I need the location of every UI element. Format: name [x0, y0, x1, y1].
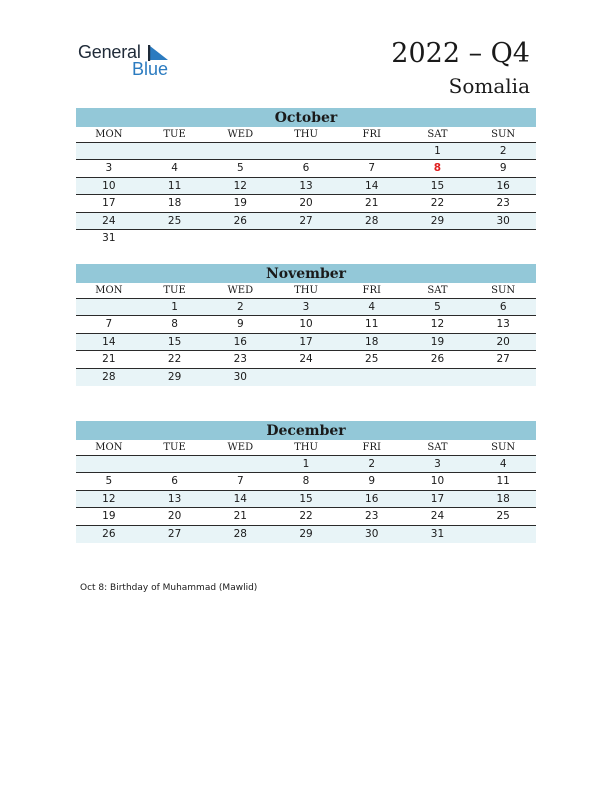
week-row	[76, 160, 536, 177]
month-title: December	[76, 421, 536, 440]
day-cell	[339, 369, 405, 386]
day-cell: 1	[434, 145, 441, 157]
day-cell: 31	[102, 231, 116, 244]
weekday-label: SUN	[491, 285, 516, 296]
week-row	[76, 143, 536, 160]
day-cell: 26	[233, 214, 247, 227]
day-cell: 27	[299, 214, 313, 227]
week-row	[76, 508, 536, 525]
week-row	[76, 230, 536, 247]
day-cell: 3	[302, 301, 310, 313]
day-cell: 19	[233, 197, 247, 210]
day-cell: 11	[167, 179, 182, 192]
logo-blue-text: Blue	[132, 59, 169, 79]
weekday-label: MON	[95, 129, 123, 140]
day-cell: 3	[105, 162, 113, 175]
day-cell	[405, 369, 471, 386]
day-cell: 20	[299, 197, 313, 210]
day-cell: 13	[167, 492, 182, 505]
week-row	[76, 178, 536, 195]
day-cell: 24	[430, 510, 445, 523]
day-cell: 4	[368, 301, 376, 313]
day-cell	[339, 143, 405, 159]
weekday-label: FRI	[362, 442, 381, 453]
day-cell: 11	[496, 475, 510, 488]
day-cell	[207, 230, 273, 247]
day-cell: 6	[302, 162, 310, 175]
month-title: October	[76, 108, 536, 127]
weekday-label: SAT	[427, 285, 448, 296]
day-cell	[76, 143, 142, 159]
holiday-day-cell: 8	[433, 162, 442, 175]
day-cell: 30	[233, 370, 247, 383]
day-cell: 19	[430, 335, 445, 348]
day-cell: 10	[430, 475, 445, 488]
weekday-label: THU	[294, 285, 318, 296]
day-cell: 12	[102, 492, 116, 505]
day-cell: 31	[430, 527, 445, 540]
weekday-label: TUE	[163, 129, 186, 140]
page-title: 2022 – Q4	[391, 38, 530, 69]
day-cell: 14	[102, 335, 116, 348]
day-cell: 16	[496, 179, 510, 192]
day-cell: 7	[236, 475, 244, 488]
week-row	[76, 351, 536, 368]
weekday-label: FRI	[362, 129, 381, 140]
day-cell: 9	[236, 318, 244, 331]
day-cell	[339, 230, 405, 247]
week-row	[76, 195, 536, 212]
weekday-header-row	[76, 440, 536, 456]
weekday-label: THU	[294, 442, 318, 453]
day-cell: 23	[233, 353, 247, 366]
day-cell: 8	[171, 318, 178, 331]
day-cell: 14	[233, 492, 247, 505]
day-cell: 19	[102, 510, 116, 523]
day-cell: 7	[368, 162, 376, 175]
day-cell	[470, 230, 536, 247]
day-cell: 3	[434, 458, 441, 470]
day-cell	[273, 230, 339, 247]
day-cell: 8	[302, 475, 310, 488]
day-cell: 15	[299, 492, 313, 505]
month-title: November	[76, 264, 536, 283]
day-cell: 17	[430, 492, 445, 505]
day-cell: 1	[302, 458, 310, 470]
weekday-label: TUE	[163, 285, 186, 296]
day-cell	[207, 456, 273, 472]
day-cell: 10	[299, 318, 313, 331]
logo-general-text: General	[78, 42, 141, 62]
day-cell: 27	[167, 527, 182, 540]
day-cell: 18	[496, 492, 510, 505]
day-cell: 17	[102, 197, 116, 210]
weekday-label: SUN	[491, 442, 516, 453]
day-cell: 11	[365, 318, 379, 331]
week-row	[76, 473, 536, 490]
day-cell: 5	[105, 475, 113, 488]
day-cell: 2	[499, 145, 507, 157]
day-cell: 21	[102, 353, 116, 366]
weekday-label: MON	[95, 285, 123, 296]
day-cell: 23	[496, 197, 510, 210]
day-cell: 28	[233, 527, 247, 540]
day-cell: 21	[365, 197, 379, 210]
weekday-label: SAT	[427, 442, 448, 453]
day-cell: 14	[365, 179, 379, 192]
day-cell	[76, 299, 142, 315]
day-cell: 29	[430, 214, 445, 227]
day-cell: 5	[236, 162, 244, 175]
logo	[78, 42, 178, 82]
day-cell: 18	[167, 197, 182, 210]
day-cell: 4	[499, 458, 507, 470]
day-cell: 25	[167, 214, 182, 227]
day-cell: 29	[299, 527, 313, 540]
day-cell: 28	[365, 214, 379, 227]
day-cell: 24	[102, 214, 116, 227]
day-cell	[405, 230, 471, 247]
day-cell: 25	[496, 510, 510, 523]
weekday-label: THU	[294, 129, 318, 140]
day-cell: 26	[102, 527, 116, 540]
day-cell: 30	[496, 214, 510, 227]
weekday-label: SAT	[427, 129, 448, 140]
month-october	[76, 108, 536, 247]
week-row	[76, 316, 536, 333]
week-row	[76, 213, 536, 230]
day-cell: 9	[368, 475, 376, 488]
week-row	[76, 334, 536, 351]
day-cell	[273, 143, 339, 159]
weekday-header-row	[76, 283, 536, 299]
day-cell: 16	[233, 335, 247, 348]
day-cell: 18	[365, 335, 379, 348]
day-cell: 20	[496, 335, 510, 348]
weekday-label: WED	[227, 442, 254, 453]
day-cell: 23	[365, 510, 379, 523]
day-cell: 30	[365, 527, 379, 540]
day-cell	[470, 526, 536, 543]
day-cell: 12	[233, 179, 247, 192]
day-cell: 21	[233, 510, 247, 523]
day-cell: 10	[102, 179, 116, 192]
weekday-label: WED	[227, 129, 254, 140]
day-cell	[76, 456, 142, 472]
day-cell: 2	[236, 301, 244, 313]
weekday-header-row	[76, 127, 536, 143]
weekday-label: TUE	[163, 442, 186, 453]
weekday-label: WED	[227, 285, 254, 296]
day-cell: 17	[299, 335, 313, 348]
day-cell: 1	[171, 301, 178, 313]
day-cell: 12	[430, 318, 445, 331]
day-cell: 25	[365, 353, 379, 366]
week-row	[76, 491, 536, 508]
day-cell	[142, 456, 208, 472]
day-cell: 24	[299, 353, 313, 366]
day-cell: 5	[434, 301, 441, 313]
day-cell: 26	[430, 353, 445, 366]
week-row	[76, 456, 536, 473]
day-cell: 29	[167, 370, 182, 383]
day-cell: 6	[499, 301, 507, 313]
day-cell	[273, 369, 339, 386]
weekday-label: SUN	[491, 129, 516, 140]
day-cell: 22	[167, 353, 182, 366]
day-cell: 27	[496, 353, 510, 366]
weekday-label: MON	[95, 442, 123, 453]
day-cell: 4	[171, 162, 178, 175]
month-november	[76, 264, 536, 386]
day-cell	[470, 369, 536, 386]
day-cell: 22	[299, 510, 313, 523]
day-cell: 16	[365, 492, 379, 505]
day-cell: 2	[368, 458, 376, 470]
page-subtitle: Somalia	[448, 74, 530, 98]
day-cell: 7	[105, 318, 113, 331]
day-cell: 15	[430, 179, 445, 192]
day-cell: 28	[102, 370, 116, 383]
day-cell: 13	[496, 318, 510, 331]
weekday-label: FRI	[362, 285, 381, 296]
day-cell: 6	[171, 475, 178, 488]
day-cell	[207, 143, 273, 159]
week-row	[76, 369, 536, 386]
day-cell	[142, 230, 208, 247]
day-cell: 20	[167, 510, 182, 523]
day-cell: 15	[167, 335, 182, 348]
holiday-note: Oct 8: Birthday of Muhammad (Mawlid)	[80, 583, 258, 593]
day-cell: 22	[430, 197, 445, 210]
day-cell	[142, 143, 208, 159]
day-cell: 13	[299, 179, 313, 192]
month-december	[76, 421, 536, 543]
day-cell: 9	[499, 162, 507, 175]
week-row	[76, 299, 536, 316]
week-row	[76, 526, 536, 543]
